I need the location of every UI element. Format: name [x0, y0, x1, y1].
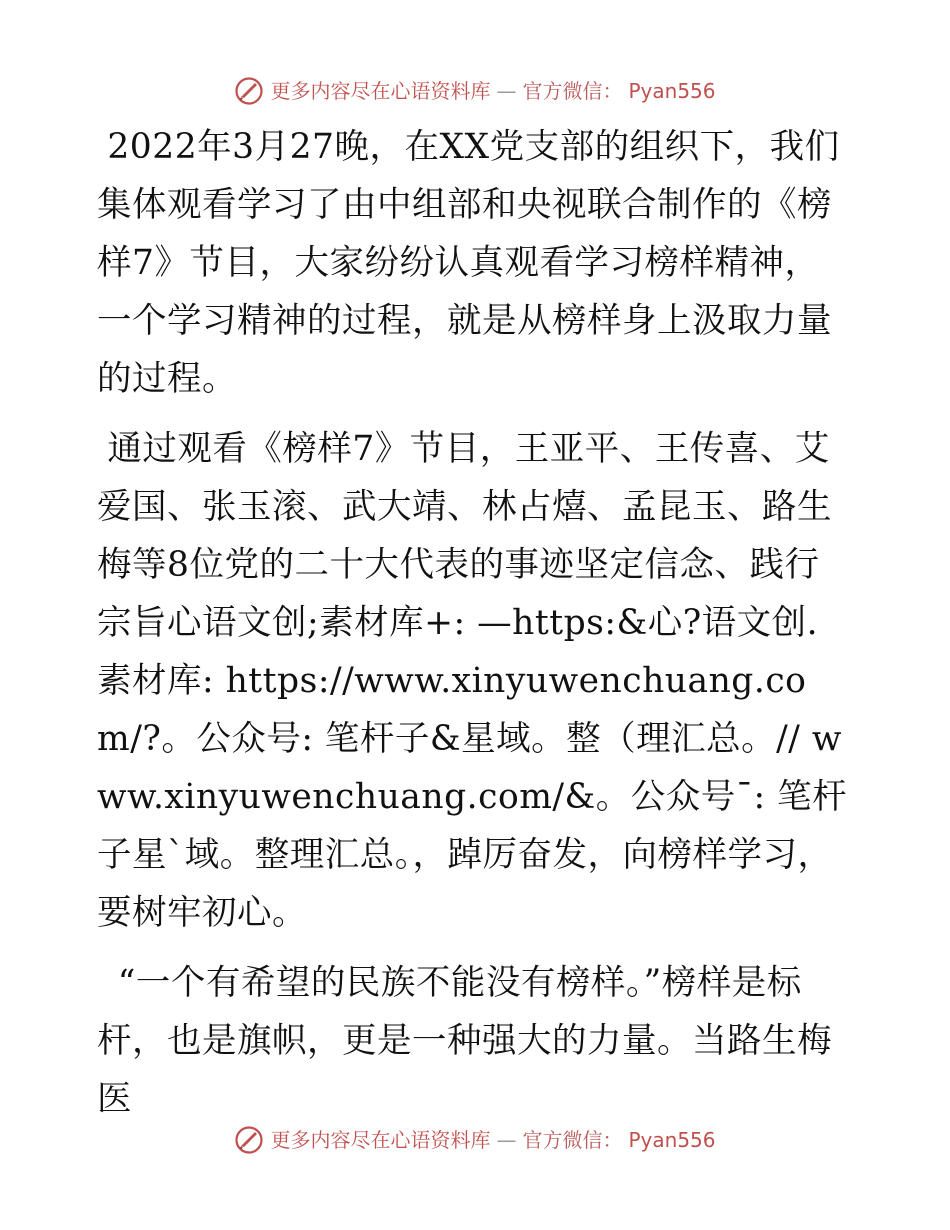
watermark-wechat-label: 官方微信：	[522, 79, 623, 103]
footer-watermark	[0, 1125, 950, 1155]
watermark-wechat-id: Pyan556	[628, 1128, 716, 1152]
quill-seal-icon	[234, 76, 264, 106]
watermark-wechat-id: Pyan556	[628, 79, 716, 103]
watermark-text: 更多内容尽在心语资料库	[270, 79, 491, 103]
document-body	[97, 118, 853, 1140]
quill-seal-icon	[234, 1125, 264, 1155]
paragraph-2: 通过观看《榜样7》节目，王亚平、王传喜、艾爱国、张玉滚、武大靖、林占熺、孟昆玉、路生梅等8位党的二十大代表的事迹坚定信念、践行宗旨心语文创;素材库+: —https:&心?语文创.素材库: https://www.xinyuwenchuang.com/?。公众号: 笔杆子&星域。整（理汇总。// www.xinyuwenchuang.com/&。公众号¯: 笔杆子星`域。整理汇总。，踔厉奋发，向榜样学习，要树牢初心。	[97, 429, 848, 933]
paragraph-3: “一个有希望的民族不能没有榜样。”榜样是标杆，也是旗帜，更是一种强大的力量。当路生梅医	[97, 963, 832, 1119]
watermark-dash: —	[496, 79, 517, 103]
watermark-text: 更多内容尽在心语资料库	[270, 1128, 491, 1152]
watermark-wechat-label: 官方微信：	[522, 1128, 623, 1152]
paragraph-1: 2022年3月27晚，在XX党支部的组织下，我们集体观看学习了由中组部和央视联合制作的《榜样7》节目，大家纷纷认真观看学习榜样精神，一个学习精神的过程，就是从榜样身上汲取力量的过程。	[97, 127, 840, 399]
header-watermark	[0, 76, 950, 106]
watermark-dash: —	[496, 1128, 517, 1152]
